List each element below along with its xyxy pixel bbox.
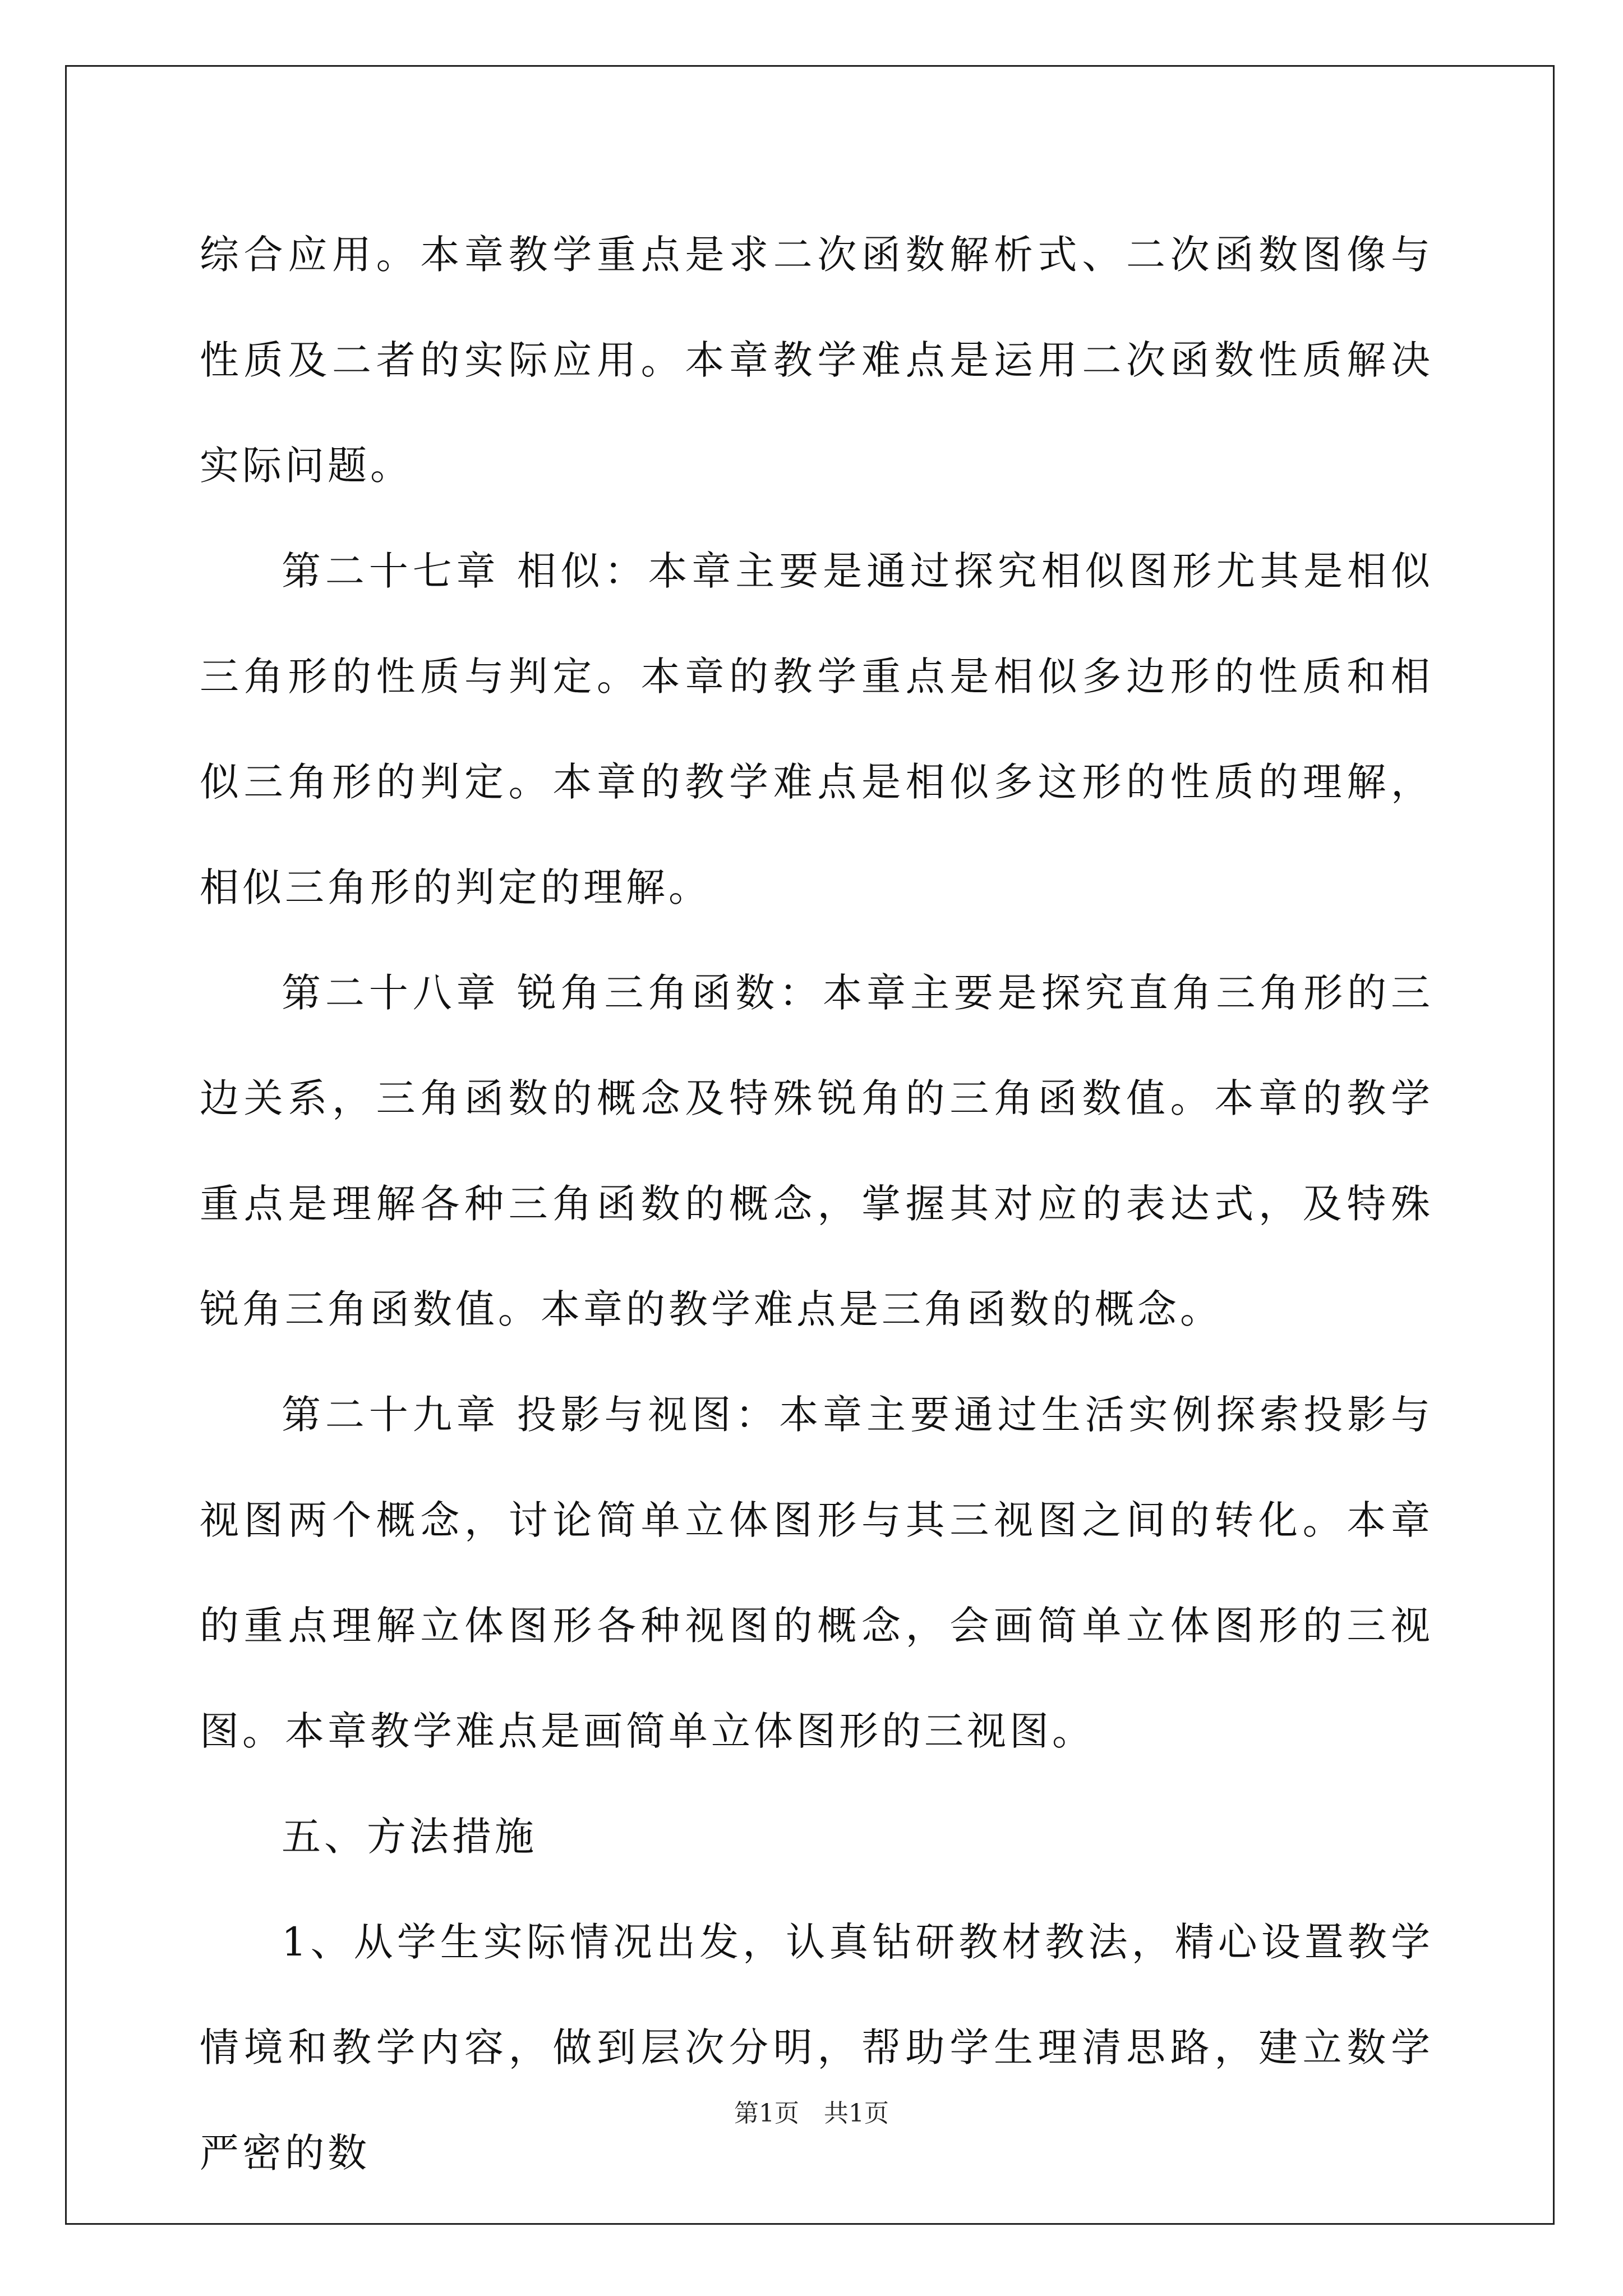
paragraph-1: 综合应用。本章教学重点是求二次函数解析式、二次函数图像与性质及二者的实际应用。本章教学难点是运用二次函数性质解决实际问题。: [200, 232, 1433, 489]
section-heading-methods: 五、方法措施: [282, 1814, 537, 1860]
paragraph-method-1: 1、从学生实际情况出发，认真钻研教材教法，精心设置教学情境和教学内容，做到层次分明，帮助学生理清思路，建立数学严密的数: [200, 1919, 1433, 2176]
paragraph-chapter-28: 第二十八章 锐角三角函数：本章主要是探究直角三角形的三边关系，三角函数的概念及特殊锐角的三角函数值。本章的教学重点是理解各种三角函数的概念，掌握其对应的表达式，及特殊锐角三角函数值。本章的教学难点是三角函数的概念。: [200, 970, 1433, 1332]
page-footer: 第1页 共1页: [734, 2099, 889, 2128]
paragraph-chapter-29: 第二十九章 投影与视图：本章主要通过生活实例探索投影与视图两个概念，讨论简单立体图形与其三视图之间的转化。本章的重点理解立体图形各种视图的概念，会画简单立体图形的三视图。本章教学难点是画简单立体图形的三视图。: [200, 1392, 1433, 1754]
paragraph-chapter-27: 第二十七章 相似：本章主要是通过探究相似图形尤其是相似三角形的性质与判定。本章的教学重点是相似多边形的性质和相似三角形的判定。本章的教学难点是相似多这形的性质的理解，相似三角形的判定的理解。: [200, 548, 1433, 910]
document-body: [200, 202, 1433, 2206]
